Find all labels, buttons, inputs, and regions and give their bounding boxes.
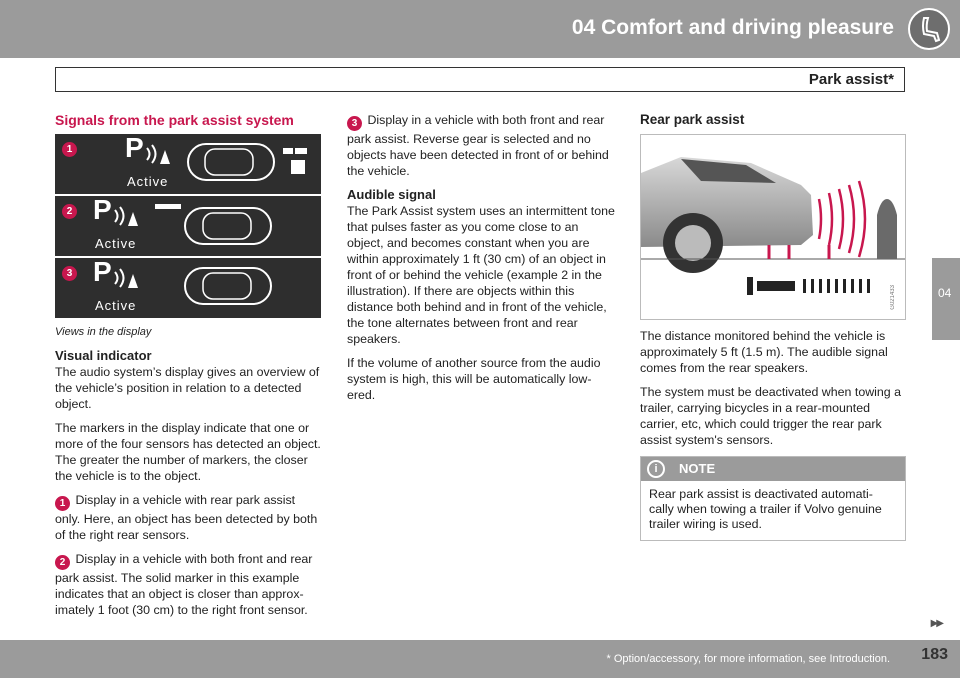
callout-badge: 2 [62, 204, 77, 219]
note-text: Rear park assist is deactivated automati-cally when towing a trailer if Volvo genuine trailer wiring is used. [649, 487, 882, 531]
display-view-3 [55, 258, 321, 318]
car-outline-icon [55, 258, 321, 318]
rear-park-assist-heading: Rear park assist [640, 112, 745, 127]
paragraph: The distance monitored behind the vehicle is approximately 5 ft (1.5 m). The audible signal comes from the rear speakers. [640, 329, 888, 375]
column-1 [55, 112, 323, 626]
car-outline-icon [55, 134, 321, 194]
callout-badge: 2 [55, 555, 70, 570]
car-sensor-illustration-icon [641, 135, 906, 320]
paragraph: The audio system’s display gives an overview of the vehicle’s position in relation to a detected object. [55, 365, 320, 411]
page-footer [0, 640, 960, 678]
figure-code: G021433 [890, 285, 896, 310]
park-symbol: P [125, 132, 144, 163]
callout-badge: 3 [62, 266, 77, 281]
next-page-icon: ▶▶ [930, 618, 942, 629]
seat-icon [908, 8, 950, 50]
park-symbol: P [93, 256, 112, 287]
figure-caption: Views in the display [55, 326, 152, 338]
callout-badge: 1 [62, 142, 77, 157]
note-title: NOTE [679, 461, 716, 476]
car-outline-icon [55, 196, 321, 256]
column-2 [347, 112, 615, 411]
audible-signal-heading: Audible signal [347, 187, 436, 202]
chapter-tab [932, 258, 960, 340]
paragraph: The system must be deactivated when towing a trailer, carrying bicycles in a rear-mounted carrier, etc, which could trigger the rear park assist system's sensors. [640, 385, 902, 447]
chapter-tab-label: 04 [938, 286, 952, 300]
list-item: 2 Display in a vehicle with both front and rear park assist. The solid marker in this example indicates that an object is closer than approx-imately 1 foot (30 cm) to the right front sensor. [55, 552, 313, 617]
info-icon: i [647, 460, 665, 478]
paragraph: The Park Assist system uses an intermittent tone that pulses faster as you come close to an object, and becomes constant when you are within approximately 1 ft (30 cm) of an object in front of or behind the vehicle (example 2 in the illustration). If there are objects within this distance both behind and in front of the vehicle, the tone alternates between front and rear speakers. [347, 204, 615, 346]
park-symbol: P [93, 194, 112, 225]
active-label: Active [127, 174, 169, 189]
paragraph: If the volume of another source from the audio system is high, this will be automatically low-ered. [347, 356, 601, 402]
signals-heading: Signals from the park assist system [55, 112, 294, 128]
section-title: Park assist* [808, 71, 894, 88]
page-header [0, 0, 960, 58]
display-view-2 [55, 196, 321, 256]
list-item: 1 Display in a vehicle with rear park assist only. Here, an object has been detected by both of the right rear sensors. [55, 493, 318, 542]
page-number: 183 [921, 646, 948, 663]
display-view-1 [55, 134, 321, 194]
note-box [640, 456, 906, 541]
paragraph: The markers in the display indicate that one or more of the four sensors has detected an object. The greater the number of markers, the closer the vehicle is to the object. [55, 421, 321, 483]
chapter-title: 04 Comfort and driving pleasure [571, 16, 894, 39]
visual-indicator-heading: Visual indicator [55, 348, 152, 363]
rear-park-assist-illustration [640, 134, 906, 320]
note-header [641, 457, 905, 481]
list-item: 3 Display in a vehicle with both front and rear park assist. Reverse gear is selected and no objects have been detected in front of or behind the vehicle. [347, 113, 609, 178]
callout-badge: 1 [55, 496, 70, 511]
section-bar [55, 67, 905, 92]
callout-badge: 3 [347, 116, 362, 131]
footer-note: * Option/accessory, for more information, see Introduction. [606, 653, 890, 665]
active-label: Active [95, 236, 137, 251]
column-3 [640, 112, 906, 541]
active-label: Active [95, 298, 137, 313]
